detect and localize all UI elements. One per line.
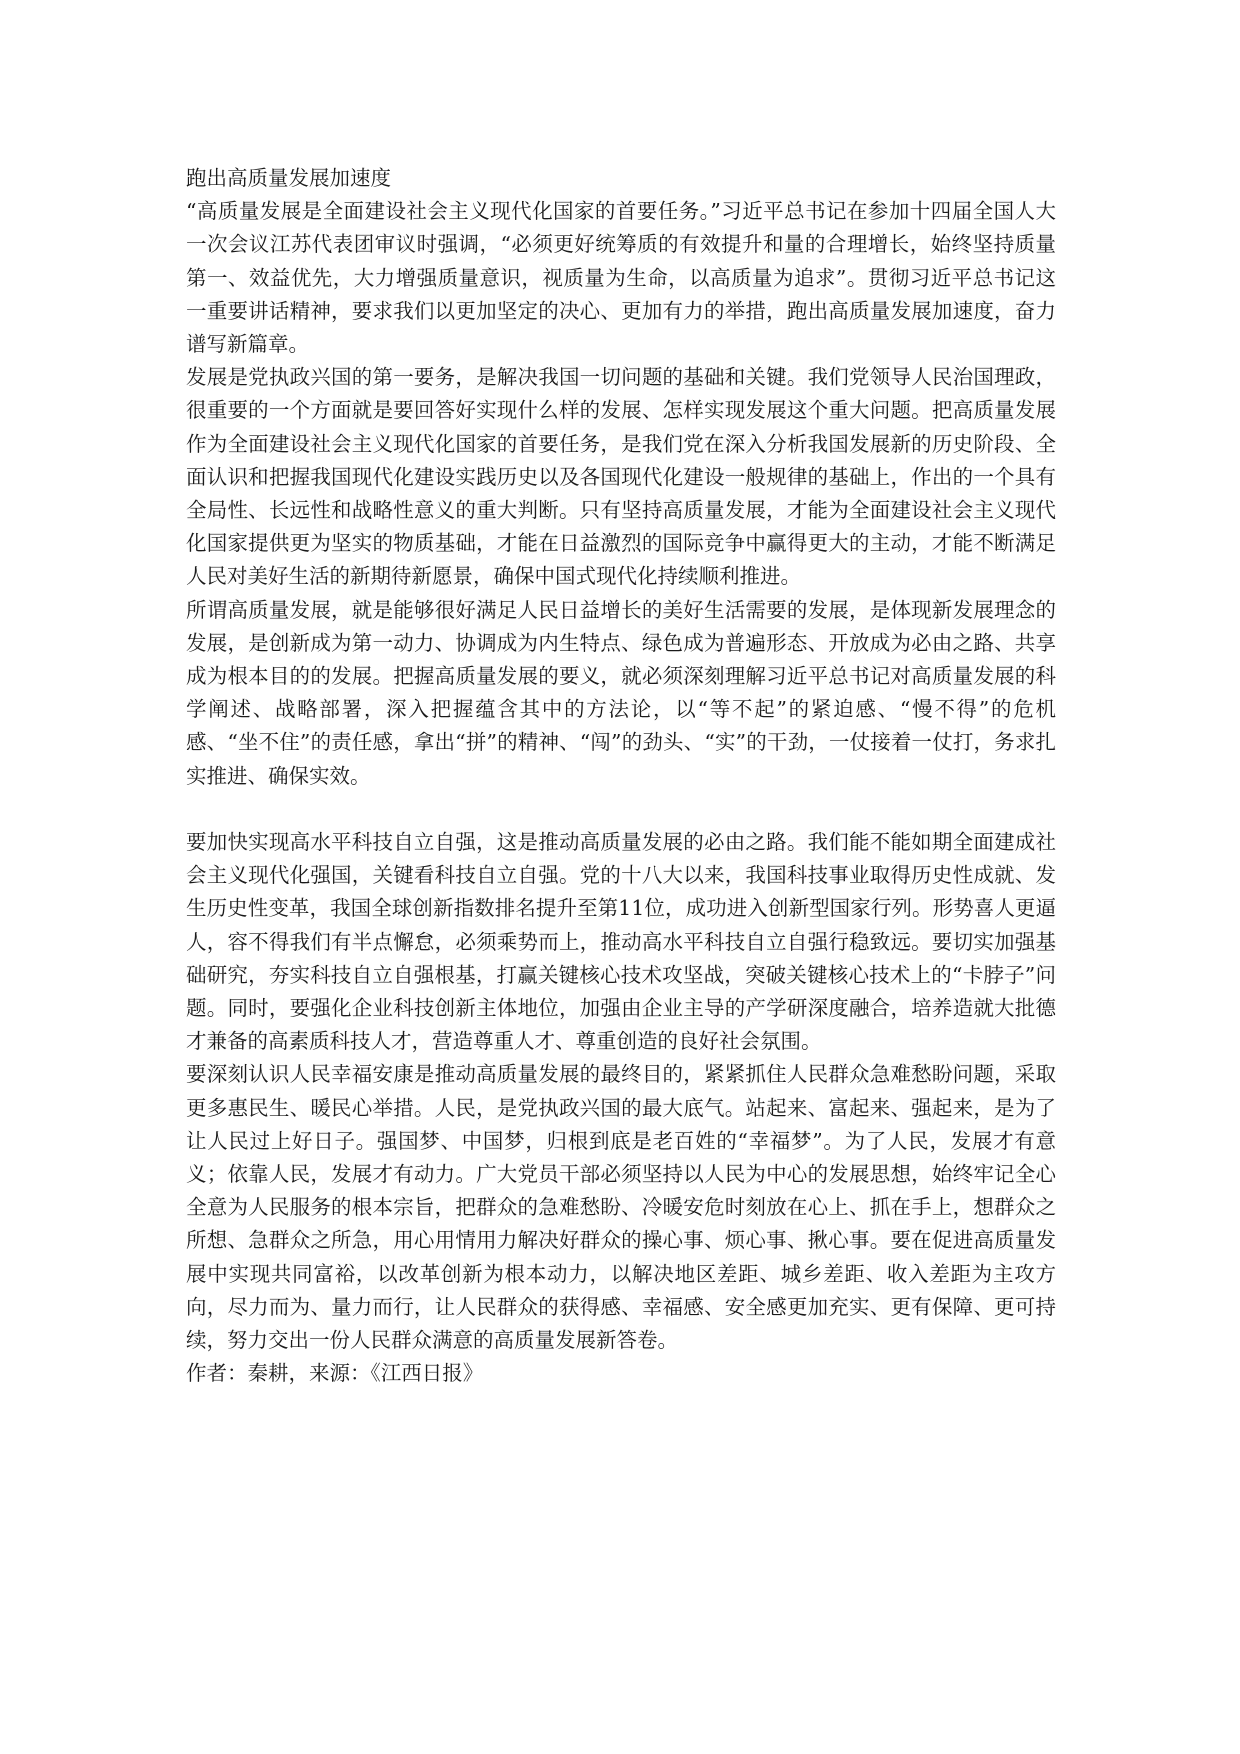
- paragraph-people: 要深刻认识人民幸福安康是推动高质量发展的最终目的，紧紧抓住人民群众急难愁盼问题，采取更多惠民生、暖民心举措。人民，是党执政兴国的最大底气。站起来、富起来、强起来，是为了让人民过上好日子。强国梦、中国梦，归根到底是老百姓的“幸福梦”。为了人民，发展才有意义；依靠人民，发展才有动力。广大党员干部必须坚持以人民为中心的发展思想，始终牢记全心全意为人民服务的根本宗旨，把群众的急难愁盼、冷暖安危时刻放在心上、抓在手上，想群众之所想、急群众之所急，用心用情用力解决好群众的操心事、烦心事、揪心事。要在促进高质量发展中实现共同富裕，以改革创新为根本动力，以解决地区差距、城乡差距、收入差距为主攻方向，尽力而为、量力而行，让人民群众的获得感、幸福感、安全感更加充实、更有保障、更可持续，努力交出一份人民群众满意的高质量发展新答卷。: [186, 1062, 1056, 1353]
- paragraph-spacer: [186, 793, 1056, 826]
- article-byline: 作者：秦耕，来源：《江西日报》: [186, 1361, 484, 1386]
- paragraph-development: 发展是党执政兴国的第一要务，是解决我国一切问题的基础和关键。我们党领导人民治国理政，很重要的一个方面就是要回答好实现什么样的发展、怎样实现发展这个重大问题。把高质量发展作为全面建设社会主义现代化国家的首要任务，是我们党在深入分析我国发展新的历史阶段、全面认识和把握我国现代化建设实践历史以及各国现代化建设一般规律的基础上，作出的一个具有全局性、长远性和战略性意义的重大判断。只有坚持高质量发展，才能为全面建设社会主义现代化国家提供更为坚实的物质基础，才能在日益激烈的国际竞争中赢得更大的主动，才能不断满足人民对美好生活的新期待新愿景，确保中国式现代化持续顺利推进。: [186, 365, 1056, 589]
- article-title: 跑出高质量发展加速度: [186, 166, 391, 190]
- paragraph-intro: “高质量发展是全面建设社会主义现代化国家的首要任务。”习近平总书记在参加十四届全国人大一次会议江苏代表团审议时强调，“必须更好统筹质的有效提升和量的合理增长，始终坚持质量第一、效益优先，大力增强质量意识，视质量为生命，以高质量为追求”。贯彻习近平总书记这一重要讲话精神，要求我们以更加坚定的决心、更加有力的举措，跑出高质量发展加速度，奋力谱写新篇章。: [186, 199, 1056, 357]
- paragraph-technology: 要加快实现高水平科技自立自强，这是推动高质量发展的必由之路。我们能不能如期全面建成社会主义现代化强国，关键看科技自立自强。党的十八大以来，我国科技事业取得历史性成就、发生历史性变革，我国全球创新指数排名提升至第11位，成功进入创新型国家行列。形势喜人更逼人，容不得我们有半点懈怠，必须乘势而上，推动高水平科技自立自强行稳致远。要切实加强基础研究，夯实科技自立自强根基，打赢关键核心技术攻坚战，突破关键核心技术上的“卡脖子”问题。同时，要强化企业科技创新主体地位，加强由企业主导的产学研深度融合，培养造就大批德才兼备的高素质科技人才，营造尊重人才、尊重创造的良好社会氛围。: [186, 830, 1056, 1054]
- paragraph-definition: 所谓高质量发展，就是能够很好满足人民日益增长的美好生活需要的发展，是体现新发展理念的发展，是创新成为第一动力、协调成为内生特点、绿色成为普遍形态、开放成为必由之路、共享成为根本目的的发展。把握高质量发展的要义，就必须深刻理解习近平总书记对高质量发展的科学阐述、战略部署，深入把握蕴含其中的方法论，以“等不起”的紧迫感、“慢不得”的危机感、“坐不住”的责任感，拿出“拼”的精神、“闯”的劲头、“实”的干劲，一仗接着一仗打，务求扎实推进、确保实效。: [186, 597, 1056, 788]
- document-page: [186, 162, 1056, 1391]
